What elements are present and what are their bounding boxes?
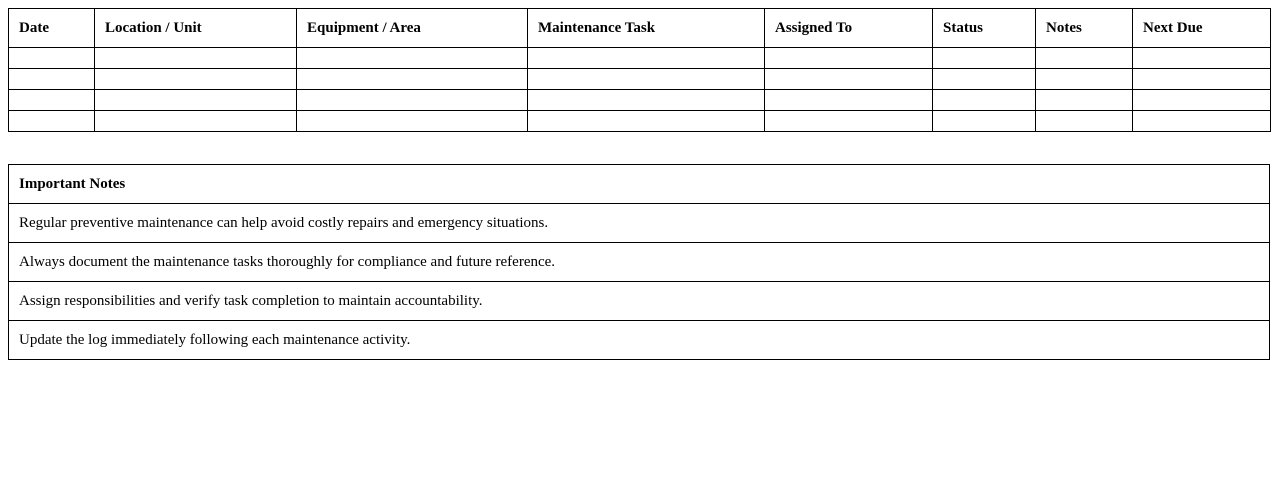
table-cell[interactable] (1036, 111, 1133, 132)
table-header-row (9, 9, 1271, 48)
table-cell[interactable] (933, 90, 1036, 111)
table-cell[interactable] (933, 48, 1036, 69)
table-cell[interactable] (765, 48, 933, 69)
note-text: Assign responsibilities and verify task completion to maintain accountability. (9, 282, 1270, 321)
table-cell[interactable] (1133, 69, 1271, 90)
table-cell[interactable] (933, 69, 1036, 90)
table-cell[interactable] (95, 90, 297, 111)
important-notes-box (8, 164, 1270, 360)
column-header-maintenance-task: Maintenance Task (528, 9, 765, 48)
table-cell[interactable] (297, 69, 528, 90)
table-row (9, 90, 1271, 111)
table-cell[interactable] (297, 48, 528, 69)
note-text: Regular preventive maintenance can help avoid costly repairs and emergency situations. (9, 204, 1270, 243)
table-cell[interactable] (95, 69, 297, 90)
column-header-equipment-area: Equipment / Area (297, 9, 528, 48)
table-cell[interactable] (1036, 69, 1133, 90)
table-cell[interactable] (933, 111, 1036, 132)
table-cell[interactable] (528, 90, 765, 111)
list-item (9, 282, 1270, 321)
table-cell[interactable] (9, 111, 95, 132)
list-item (9, 321, 1270, 360)
table-row (9, 48, 1271, 69)
table-cell[interactable] (297, 111, 528, 132)
column-header-notes: Notes (1036, 9, 1133, 48)
column-header-assigned-to: Assigned To (765, 9, 933, 48)
table-cell[interactable] (528, 111, 765, 132)
table-cell[interactable] (95, 48, 297, 69)
table-cell[interactable] (1036, 48, 1133, 69)
table-cell[interactable] (1133, 111, 1271, 132)
table-row (9, 111, 1271, 132)
column-header-date: Date (9, 9, 95, 48)
table-cell[interactable] (1036, 90, 1133, 111)
column-header-next-due: Next Due (1133, 9, 1271, 48)
table-row (9, 69, 1271, 90)
table-cell[interactable] (528, 48, 765, 69)
notes-title: Important Notes (9, 165, 1270, 204)
note-text: Always document the maintenance tasks thoroughly for compliance and future reference. (9, 243, 1270, 282)
table-cell[interactable] (1133, 48, 1271, 69)
table-cell[interactable] (9, 48, 95, 69)
table-cell[interactable] (95, 111, 297, 132)
table-cell[interactable] (765, 111, 933, 132)
notes-title-row (9, 165, 1270, 204)
maintenance-log-table (8, 8, 1271, 132)
table-cell[interactable] (9, 90, 95, 111)
note-text: Update the log immediately following each maintenance activity. (9, 321, 1270, 360)
table-cell[interactable] (297, 90, 528, 111)
table-cell[interactable] (765, 69, 933, 90)
column-header-status: Status (933, 9, 1036, 48)
table-cell[interactable] (528, 69, 765, 90)
table-cell[interactable] (765, 90, 933, 111)
column-header-location-unit: Location / Unit (95, 9, 297, 48)
list-item (9, 204, 1270, 243)
table-cell[interactable] (9, 69, 95, 90)
table-cell[interactable] (1133, 90, 1271, 111)
list-item (9, 243, 1270, 282)
